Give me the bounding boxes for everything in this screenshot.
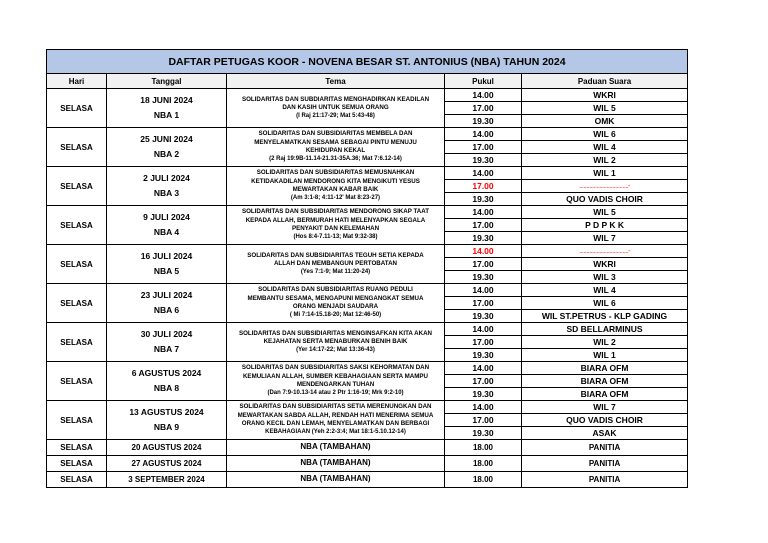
tanggal-date: 23 JULI 2024 (140, 290, 193, 300)
hari-cell: SELASA (47, 206, 107, 245)
paduan-suara-cell: WKRI (522, 258, 688, 271)
pukul-cell: 17.00 (445, 102, 522, 115)
choir-cell: PANITIA (522, 440, 688, 456)
tema-line: SOLIDARITAS DAN SUBSIDIARITAS TEGUH SETIA KEPADA (247, 251, 424, 259)
hari-cell: SELASA (47, 323, 107, 362)
tema-line: KEJAHATAN SERTA MENABURKAN BENIH BAIK (263, 337, 408, 345)
paduan-suara-cell: ..................................- (522, 245, 688, 258)
tema-cell (227, 89, 445, 128)
tema-cell (227, 284, 445, 323)
paduan-suara-cell: WIL ST.PETRUS - KLP GADING (522, 310, 688, 323)
tanggal-date: 2 JULI 2024 (143, 173, 190, 183)
tema-line: SOLIDARITAS DAN SUBSIDIARITAS SAKSI KEHORMATAN DAN (241, 364, 430, 372)
tanggal-cell (107, 401, 227, 440)
tanggal-cell (107, 206, 227, 245)
tema-line: KETIDAKADILAN MENDORONG KITA MENGIKUTI YESUS (251, 177, 420, 185)
table-row (47, 206, 688, 219)
tanggal-date: 16 JULI 2024 (140, 251, 193, 261)
choir-cell: PANITIA (522, 456, 688, 472)
header-tanggal: Tanggal (107, 74, 227, 89)
tanggal-cell (107, 128, 227, 167)
paduan-suara-cell: SD BELLARMINUS (522, 323, 688, 336)
tanggal-nba: NBA 1 (153, 110, 180, 120)
table-row (47, 401, 688, 414)
header-paduan-suara: Paduan Suara (522, 74, 688, 89)
paduan-suara-cell: WKRI (522, 89, 688, 102)
schedule-table (46, 49, 688, 488)
hari-cell: SELASA (47, 456, 107, 472)
table-row (47, 167, 688, 180)
tanggal-nba: NBA 7 (153, 344, 180, 354)
tema-reference: (Yes 7:1-9; Mat 11:20-24) (300, 269, 371, 276)
hari-cell: SELASA (47, 89, 107, 128)
tema-line: MENDENGARKAN TUHAN (296, 381, 375, 388)
pukul-cell: 19.30 (445, 349, 522, 362)
tema-line: MEWARTAKAN KABAR BAIK (292, 186, 379, 193)
pukul-cell: 17.00 (445, 414, 522, 427)
pukul-cell: 14.00 (445, 167, 522, 180)
paduan-suara-cell: QUO VADIS CHOIR (522, 193, 688, 206)
table-row (47, 128, 688, 141)
paduan-suara-cell: QUO VADIS CHOIR (522, 414, 688, 427)
tema-line: SOLIDARITAS DAN SUBDIARITAS MENGHADIRKAN KEADILAN (241, 95, 430, 103)
page-title: DAFTAR PETUGAS KOOR - NOVENA BESAR ST. ANTONIUS (NBA) TAHUN 2024 (47, 50, 688, 74)
paduan-suara-cell: WIL 2 (522, 336, 688, 349)
pukul-cell: 19.30 (445, 154, 522, 167)
paduan-suara-cell: WIL 2 (522, 154, 688, 167)
paduan-suara-cell: WIL 1 (522, 349, 688, 362)
paduan-suara-cell: WIL 7 (522, 401, 688, 414)
tema-line: ORANG MENJADI SAUDARA (292, 303, 379, 310)
hari-cell: SELASA (47, 128, 107, 167)
pukul-cell: 19.30 (445, 271, 522, 284)
paduan-suara-cell: P D P K K (522, 219, 688, 232)
tema-line: KEHIDUPAN KEKAL (305, 147, 366, 154)
pukul-cell: 14.00 (445, 128, 522, 141)
pukul-cell: 17.00 (445, 180, 522, 193)
pukul-cell: 14.00 (445, 284, 522, 297)
tema-reference: (2 Raj 19:9B-11.14-21.31-35A.36; Mat 7:6.12-14) (269, 156, 402, 163)
tema-cell (227, 362, 445, 401)
tema-reference: (Hos 8:4-7.11-13; Mat 9:32-38) (293, 234, 378, 241)
tanggal-nba: NBA 3 (153, 188, 180, 198)
header-pukul: Pukul (445, 74, 522, 89)
paduan-suara-cell: WIL 6 (522, 128, 688, 141)
paduan-suara-cell: BIARA OFM (522, 362, 688, 375)
tema-reference: ( Mi 7:14-15.18-20; Mat 12:46-50) (289, 312, 382, 319)
table-row (47, 284, 688, 297)
pukul-cell: 17.00 (445, 141, 522, 154)
paduan-suara-cell: WIL 5 (522, 206, 688, 219)
pukul-cell: 18.00 (445, 456, 522, 472)
hari-cell: SELASA (47, 440, 107, 456)
tema-cell (227, 206, 445, 245)
pukul-cell: 17.00 (445, 219, 522, 232)
tanggal-date: 30 JULI 2024 (140, 329, 193, 339)
paduan-suara-cell: ASAK (522, 427, 688, 440)
hari-cell: SELASA (47, 245, 107, 284)
tema-line: SOLIDARITAS DAN SUBSIDIARITAS MEMBELA DAN (258, 130, 413, 138)
hari-cell: SELASA (47, 284, 107, 323)
tema-reference: (Yer 14:17-22; Mat 13:36-43) (296, 347, 375, 354)
tanggal-date: 9 JULI 2024 (143, 212, 190, 222)
paduan-suara-cell: WIL 4 (522, 284, 688, 297)
pukul-cell: 14.00 (445, 323, 522, 336)
table-row (47, 323, 688, 336)
paduan-suara-cell: WIL 4 (522, 141, 688, 154)
header-hari: Hari (47, 74, 107, 89)
tema-line: MEMBANTU SESAMA, MENGAPUNI MENGANGKAT SEMUA (247, 294, 424, 302)
paduan-suara-cell: OMK (522, 115, 688, 128)
tema-line: DAN KASIH UNTUK SEMUA ORANG (282, 103, 389, 111)
tema-reference: (Am 3:1-8; 4:11-12' Mat 8:23-27) (290, 195, 381, 202)
tanggal-cell (107, 362, 227, 401)
table-row (47, 440, 688, 456)
tanggal-nba: NBA 6 (153, 305, 180, 315)
tanggal-cell (107, 89, 227, 128)
tanggal-date: 25 JUNI 2024 (140, 134, 193, 144)
tanggal-cell (107, 167, 227, 206)
tema-cell (227, 128, 445, 167)
hari-cell: SELASA (47, 401, 107, 440)
tanggal-nba: NBA 4 (153, 227, 180, 237)
pukul-cell: 17.00 (445, 297, 522, 310)
date-cell: 3 SEPTEMBER 2024 (107, 472, 227, 488)
hari-cell: SELASA (47, 362, 107, 401)
pukul-cell: 17.00 (445, 375, 522, 388)
pukul-cell: 14.00 (445, 245, 522, 258)
tanggal-nba: NBA 9 (153, 422, 180, 432)
table-row (47, 245, 688, 258)
tema-cell (227, 323, 445, 362)
pukul-cell: 14.00 (445, 206, 522, 219)
tema-line: ORANG KECIL DAN LEMAH, MENYELAMATKAN DAN BERBAGI (241, 420, 430, 427)
paduan-suara-cell: WIL 1 (522, 167, 688, 180)
pukul-cell: 19.30 (445, 427, 522, 440)
pukul-cell: 17.00 (445, 336, 522, 349)
tema-reference: (Dan 7:9-10.13-14 atau 2 Ptr 1:16-19; Mrk 9:2-10) (267, 390, 404, 397)
choir-cell: PANITIA (522, 472, 688, 488)
tema-line: KEPADA ALLAH, BERMURAH HATI MELENYAPKAN SEGALA (245, 216, 426, 224)
table-row (47, 472, 688, 488)
pukul-cell: 17.00 (445, 258, 522, 271)
pukul-cell: 18.00 (445, 440, 522, 456)
pukul-cell: 14.00 (445, 89, 522, 102)
tanggal-nba: NBA 5 (153, 266, 180, 276)
paduan-suara-cell: BIARA OFM (522, 388, 688, 401)
tema-line: SOLIDARITAS DAN SUBSIDIARITAS MENGINSAFKAN KITA AKAN (238, 329, 433, 337)
pukul-cell: 18.00 (445, 472, 522, 488)
tanggal-nba: NBA 2 (153, 149, 180, 159)
table-row (47, 89, 688, 102)
tanggal-date: 6 AGUSTUS 2024 (131, 368, 202, 378)
tanggal-cell (107, 245, 227, 284)
date-cell: 27 AGUSTUS 2024 (107, 456, 227, 472)
pukul-cell: 19.30 (445, 115, 522, 128)
tema-cell (227, 401, 445, 440)
paduan-suara-cell: ..................................- (522, 180, 688, 193)
tanggal-nba: NBA 8 (153, 383, 180, 393)
tanggal-date: 18 JUNI 2024 (140, 95, 193, 105)
pukul-cell: 19.30 (445, 193, 522, 206)
paduan-suara-cell: WIL 7 (522, 232, 688, 245)
table-row (47, 456, 688, 472)
tema-line: SOLIDARITAS DAN SUBSIDIARITAS MEMUSNAHKAN (256, 169, 415, 177)
tema-line: SOLIDARITAS DAN SUBSIDIARITAS RUANG PEDULI (258, 286, 413, 294)
pukul-cell: 19.30 (445, 388, 522, 401)
tanggal-cell (107, 284, 227, 323)
tema-cell (227, 245, 445, 284)
header-tema: Tema (227, 74, 445, 89)
tema-cell (227, 167, 445, 206)
paduan-suara-cell: WIL 6 (522, 297, 688, 310)
hari-cell: SELASA (47, 472, 107, 488)
tema-cell: NBA (TAMBAHAN) (227, 472, 445, 488)
tema-line: SOLIDARITAS DAN SUBSIDIARITAS MENDORONG SIKAP TAAT (241, 208, 430, 216)
tema-line: MEWARTAKAN SABDA ALLAH, RENDAH HATI MENERIMA SEMUA (237, 411, 434, 419)
date-cell: 20 AGUSTUS 2024 (107, 440, 227, 456)
tema-line: PENYAKIT DAN KELEMAHAN (291, 225, 380, 232)
paduan-suara-cell: WIL 3 (522, 271, 688, 284)
tanggal-cell (107, 323, 227, 362)
tema-reference: (I Raj 21:17-29; Mat 5:43-48) (296, 113, 375, 120)
tema-reference: KEBAHAGIAAN (Yeh 2:2-3:4; Mat 18:1-5.10.12-14) (265, 429, 406, 436)
paduan-suara-cell: BIARA OFM (522, 375, 688, 388)
tema-cell: NBA (TAMBAHAN) (227, 440, 445, 456)
hari-cell: SELASA (47, 167, 107, 206)
paduan-suara-cell: WIL 5 (522, 102, 688, 115)
tema-line: ALLAH DAN MEMBANGUN PERTOBATAN (273, 259, 398, 267)
pukul-cell: 14.00 (445, 362, 522, 375)
tema-line: MENYELAMATKAN SESAMA SEBAGAI PINTU MENUJU (254, 138, 417, 146)
table-row (47, 362, 688, 375)
pukul-cell: 19.30 (445, 232, 522, 245)
tanggal-date: 13 AGUSTUS 2024 (129, 407, 204, 417)
pukul-cell: 19.30 (445, 310, 522, 323)
tema-line: KEMULIAAN ALLAH, SUMBER KEBAHAGIAAN SERTA MAMPU (242, 372, 429, 380)
pukul-cell: 14.00 (445, 401, 522, 414)
tema-cell: NBA (TAMBAHAN) (227, 456, 445, 472)
tema-line: SOLIDARITAS DAN SUBSIDIARITAS SETIA MERENUNGKAN DAN (239, 403, 432, 411)
